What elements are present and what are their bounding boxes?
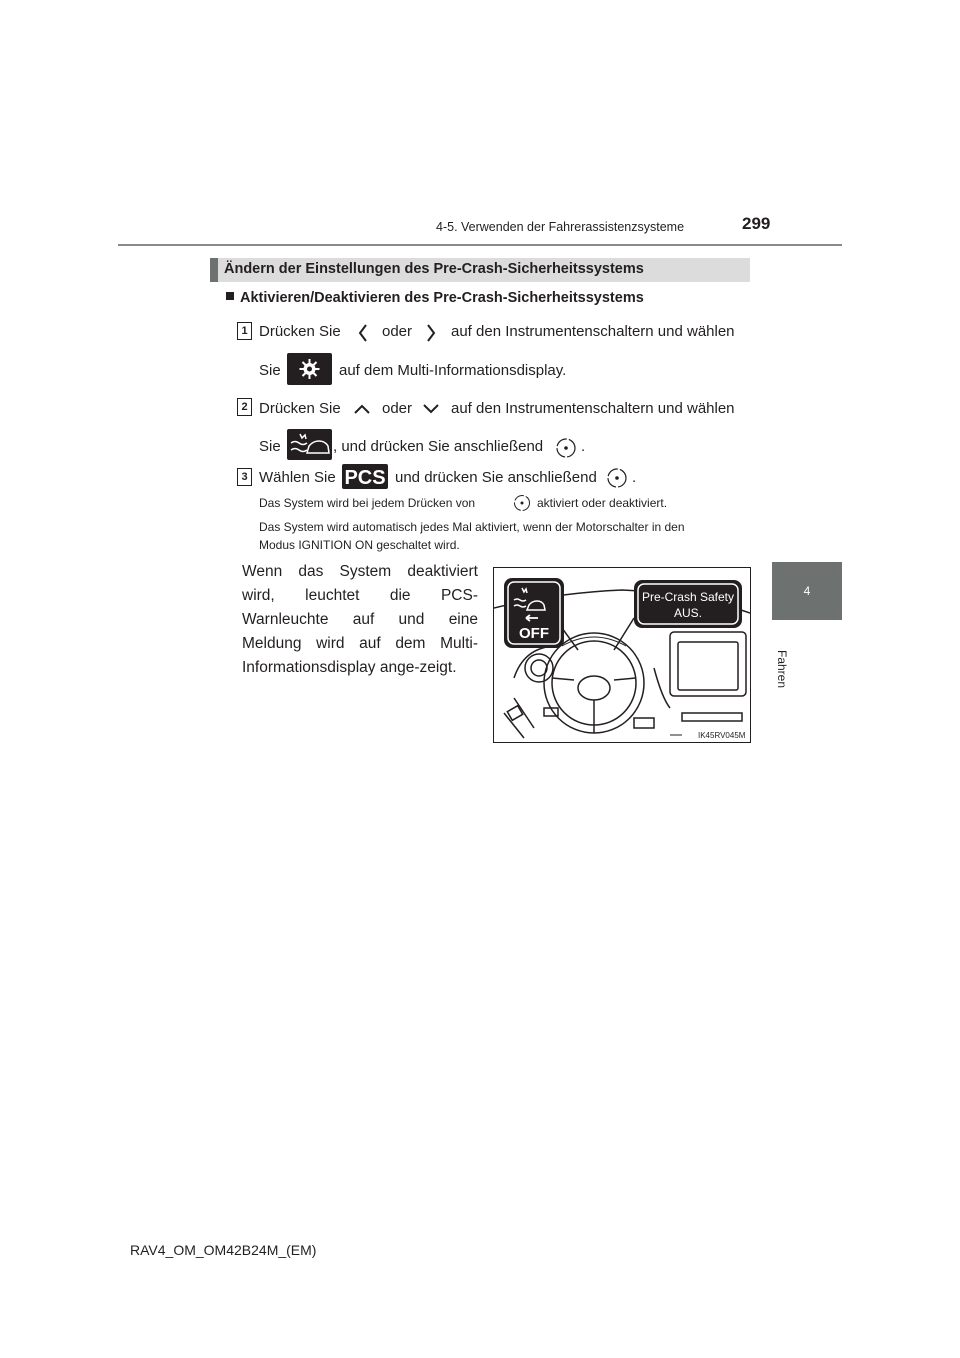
footer-document-code: RAV4_OM_OM42B24M_(EM) <box>130 1242 317 1258</box>
dashboard-drawing <box>494 568 750 742</box>
section-heading-text: Ändern der Einstellungen des Pre-Crash-Sicherheitssystems <box>224 261 644 277</box>
step2-text-a3: auf den Instrumentenschaltern und wählen <box>451 400 735 417</box>
section-heading-bar <box>210 258 218 282</box>
step-number-2: 2 <box>237 398 252 416</box>
bullet-square-icon <box>226 292 234 300</box>
chapter-label: Fahren <box>775 650 789 689</box>
svg-text:PCS: PCS <box>344 467 386 489</box>
header-section-title: 4-5. Verwenden der Fahrerassistenzsysteme <box>436 220 685 234</box>
step1-text-a2: oder <box>382 323 413 340</box>
step2-text-b2: , und drücken Sie anschließend <box>333 438 544 455</box>
chevron-right-icon <box>424 322 438 344</box>
chapter-label-box <box>775 632 841 692</box>
display-message-line2: AUS. <box>673 606 703 620</box>
note2-text-line2: Modus IGNITION ON geschaltet wird. <box>259 538 460 552</box>
pcs-icon <box>342 464 388 489</box>
display-message-line1: Pre-Crash Safety <box>641 590 735 604</box>
chapter-tab: 4 <box>772 562 842 620</box>
chevron-down-icon <box>421 402 441 416</box>
pcs-car-icon <box>287 429 332 460</box>
step-number-3: 3 <box>237 468 252 486</box>
settings-gear-icon <box>287 353 332 385</box>
page-number: 299 <box>742 214 771 233</box>
enter-button-icon <box>606 467 628 489</box>
chevron-left-icon <box>356 322 370 344</box>
header-rule <box>118 244 842 246</box>
subheading-text: Aktivieren/Deaktivieren des Pre-Crash-Sicherheitssystems <box>240 290 644 306</box>
step1-text-b2: auf dem Multi-Informationsdisplay. <box>339 362 567 379</box>
note2-text-line1: Das System wird automatisch jedes Mal aktiviert, wenn der Motorschalter in den <box>259 520 685 534</box>
step3-text-a3: . <box>632 469 637 486</box>
note1-text-a: Das System wird bei jedem Drücken von <box>259 496 476 510</box>
step2-text-b1: Sie <box>259 438 281 455</box>
enter-button-icon <box>555 437 577 459</box>
step1-text-a1: Drücken Sie <box>259 323 341 340</box>
step3-text-a2: und drücken Sie anschließend <box>395 469 597 486</box>
step-number-1: 1 <box>237 322 252 340</box>
dashboard-illustration <box>493 567 751 743</box>
enter-button-icon <box>513 494 531 512</box>
subheading <box>226 290 644 306</box>
step1-text-b1: Sie <box>259 362 281 379</box>
step2-text-a2: oder <box>382 400 413 417</box>
note1-text-b: aktiviert oder deaktiviert. <box>537 496 668 510</box>
step2-text-a1: Drücken Sie <box>259 400 341 417</box>
step1-text-a3: auf den Instrumentenschaltern und wählen <box>451 323 735 340</box>
chevron-up-icon <box>352 402 372 416</box>
section-heading <box>210 258 750 282</box>
body-paragraph: Wenn das System deaktiviert wird, leuchtet die PCS-Warnleuchte auf und eine Meldung wird auf dem Multi-Informationsdisplay ange-zeigt. <box>242 563 478 676</box>
illustration-code: IK45RV045M <box>698 731 746 740</box>
step2-text-b3: . <box>581 438 586 455</box>
step3-text-a1: Wählen Sie <box>259 469 336 486</box>
warning-off-label: OFF <box>519 625 549 642</box>
